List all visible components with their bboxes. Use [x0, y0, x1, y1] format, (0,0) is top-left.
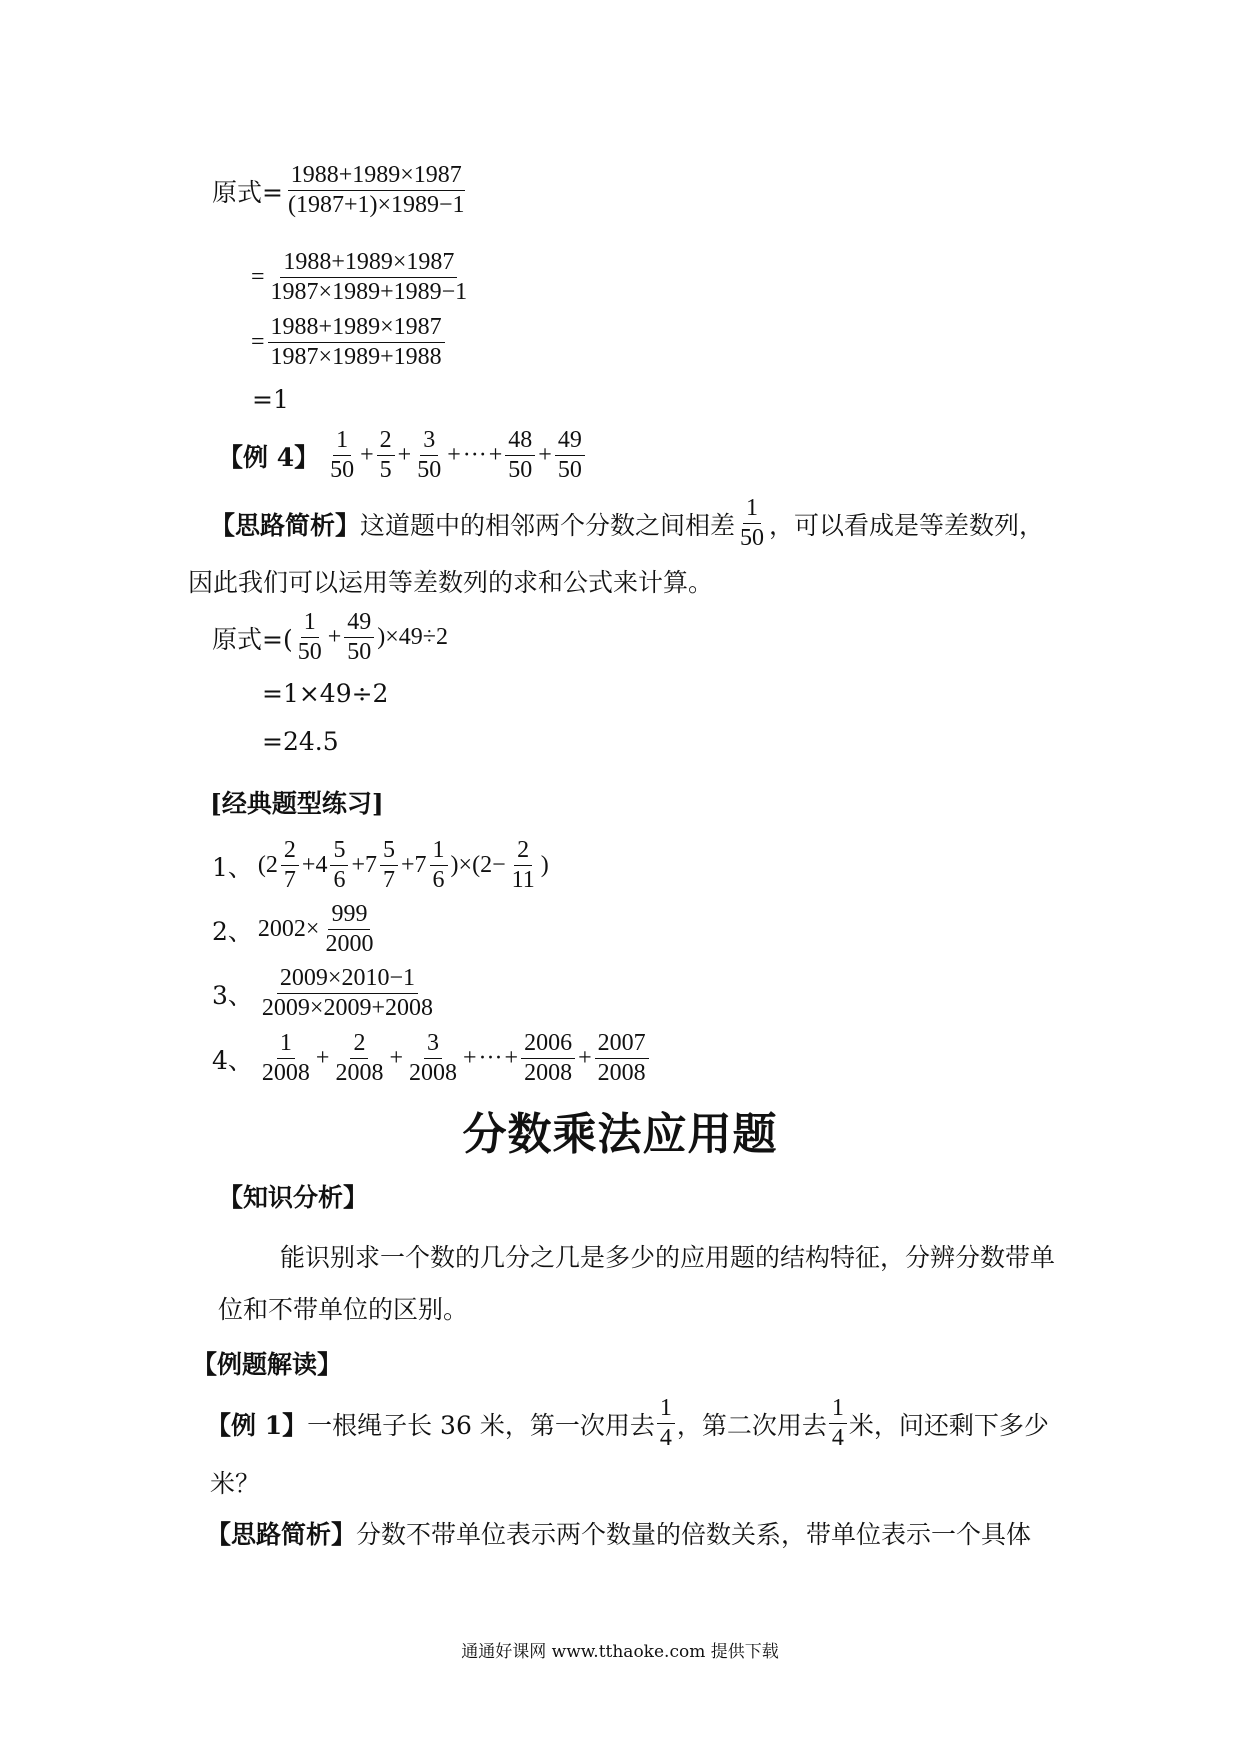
- numerator: 1988+1989×1987: [288, 163, 465, 191]
- question-number: 4、: [212, 1045, 253, 1075]
- numerator: 1988+1989×1987: [280, 250, 457, 278]
- section-title: 分数乘法应用题: [462, 1109, 778, 1160]
- plus-sign: +: [447, 442, 461, 469]
- solution-line-2: [250, 250, 472, 305]
- numerator: 1: [301, 610, 319, 638]
- numerator: 1: [333, 428, 351, 456]
- solution-prefix: 原式=(: [212, 624, 293, 654]
- equals-sign: =: [251, 329, 265, 356]
- plus-sign: +: [397, 442, 412, 469]
- fraction: [414, 428, 444, 483]
- fraction: [268, 315, 445, 370]
- denominator: 2009×2009+2008: [261, 995, 433, 1022]
- practice-heading: [经典题型练习]: [210, 789, 384, 818]
- knowledge-label: 【知识分析】: [218, 1183, 369, 1212]
- example-text: 一根绳子长 36 米，第一次用去: [307, 1410, 655, 1440]
- solution-line-3: [250, 315, 447, 370]
- expression-part: 2002×: [257, 916, 320, 943]
- denominator: 50: [330, 457, 355, 484]
- denominator: 50: [417, 457, 442, 484]
- numerator: 1: [829, 1396, 847, 1424]
- analysis-text: 分数不带单位表示两个数量的倍数关系，带单位表示一个具体: [356, 1520, 1032, 1549]
- numerator: 49: [344, 610, 374, 638]
- fraction: [505, 428, 535, 483]
- practice-question-2: [212, 902, 378, 957]
- plus-sign: +: [315, 1045, 330, 1072]
- example-label: 【例 4】: [218, 442, 320, 472]
- numerator: 3: [424, 1031, 442, 1059]
- solution-line-4: =1: [252, 385, 289, 414]
- numerator: 1988+1989×1987: [268, 315, 445, 343]
- fraction: [406, 1031, 460, 1086]
- examples-label: 【例题解读】: [192, 1350, 343, 1379]
- solution-4-line-1: [212, 610, 449, 665]
- fraction: [322, 902, 376, 957]
- numerator: 49: [555, 428, 585, 456]
- numerator: 2006: [521, 1031, 575, 1059]
- question-number: 1、: [212, 852, 253, 882]
- expression-part: +4: [301, 852, 328, 879]
- denominator: 50: [557, 457, 582, 484]
- numerator: 2007: [595, 1031, 649, 1059]
- plus-sign: +: [504, 1045, 519, 1072]
- denominator: 11: [511, 867, 535, 894]
- numerator: 1: [277, 1031, 295, 1059]
- analysis-text: ，可以看成是等差数列，: [769, 510, 1045, 540]
- example-4: [218, 428, 587, 483]
- denominator: 50: [297, 639, 322, 666]
- denominator: 6: [333, 867, 346, 894]
- fraction: [268, 250, 471, 305]
- analysis-label: 【思路简析】: [206, 1520, 357, 1549]
- denominator: 50: [347, 639, 372, 666]
- fraction: [327, 428, 357, 483]
- expression-part: (2: [257, 852, 278, 879]
- fraction: [595, 1031, 649, 1086]
- numerator: 2: [514, 838, 532, 866]
- plus-sign: +: [389, 1045, 403, 1072]
- expression-suffix: )×49÷2: [377, 624, 448, 651]
- fraction: [377, 428, 395, 483]
- analysis-text: 这道题中的相邻两个分数之间相差: [360, 510, 736, 540]
- numerator: 2: [377, 428, 395, 456]
- numerator: 5: [380, 838, 398, 866]
- fraction: [380, 838, 398, 893]
- numerator: 1: [743, 496, 761, 524]
- fraction: [259, 1031, 313, 1086]
- solution-4-line-3: =24.5: [262, 727, 339, 756]
- solution-prefix: 原式=: [212, 177, 283, 207]
- denominator: 2000: [325, 931, 374, 958]
- fraction: [509, 838, 538, 893]
- analysis-4-line-1: [210, 496, 1044, 551]
- denominator: 6: [432, 867, 445, 894]
- fraction: [521, 1031, 575, 1086]
- numerator: 2: [350, 1031, 368, 1059]
- question-number: 3、: [212, 980, 253, 1010]
- equals-sign: =: [251, 264, 265, 291]
- solution-line-1: [212, 163, 470, 218]
- numerator: 999: [328, 902, 370, 930]
- fraction: [344, 610, 374, 665]
- denominator: 2008: [335, 1060, 384, 1087]
- numerator: 5: [330, 838, 348, 866]
- numerator: 3: [420, 428, 438, 456]
- practice-question-4: [212, 1031, 651, 1086]
- denominator: 50: [508, 457, 533, 484]
- fraction: [295, 610, 325, 665]
- plus-sign: +: [578, 1045, 592, 1072]
- analysis-4-line-2: 因此我们可以运用等差数列的求和公式来计算。: [188, 568, 714, 597]
- expression-part: ): [540, 852, 549, 879]
- denominator: 50: [740, 525, 765, 552]
- numerator: 48: [505, 428, 535, 456]
- numerator: 1: [430, 838, 448, 866]
- page-footer: 通通好课网 www.tthaoke.com 提供下载: [461, 1642, 779, 1662]
- fraction: [829, 1396, 847, 1451]
- denominator: 1987×1989+1988: [270, 344, 442, 371]
- denominator: 4: [831, 1425, 844, 1452]
- denominator: 2008: [524, 1060, 573, 1087]
- practice-question-1: [212, 838, 550, 893]
- example-text: 米，问还剩下多少: [848, 1410, 1049, 1440]
- ellipsis: ···: [462, 442, 487, 469]
- question-number: 2、: [212, 916, 253, 946]
- plus-sign: +: [327, 624, 342, 651]
- solution-4-line-2: =1×49÷2: [262, 679, 389, 708]
- numerator: 1: [657, 1396, 675, 1424]
- ellipsis: ···: [478, 1045, 503, 1072]
- fraction: [259, 966, 436, 1021]
- example-text: ，第二次用去: [676, 1410, 827, 1440]
- example-1-line-1: [206, 1396, 1049, 1451]
- expression-part: +7: [351, 852, 377, 879]
- plus-sign: +: [488, 442, 503, 469]
- denominator: 2008: [261, 1060, 310, 1087]
- practice-question-3: [212, 966, 438, 1021]
- example-label: 【例 1】: [206, 1410, 308, 1440]
- plus-sign: +: [538, 442, 552, 469]
- denominator: 2008: [597, 1060, 646, 1087]
- denominator: 1987×1989+1989−1: [270, 279, 468, 306]
- numerator: 2009×2010−1: [277, 966, 418, 994]
- example-1-line-2: 米？: [210, 1469, 261, 1498]
- expression-part: )×(2−: [450, 852, 506, 879]
- analysis-1-line-1: [206, 1515, 1031, 1551]
- analysis-label: 【思路简析】: [210, 510, 361, 540]
- denominator: 5: [379, 457, 392, 484]
- denominator: 7: [283, 867, 296, 894]
- denominator: 2008: [409, 1060, 457, 1087]
- fraction: [430, 838, 448, 893]
- fraction: [657, 1396, 675, 1451]
- knowledge-line-1: 能识别求一个数的几分之几是多少的应用题的结构特征，分辨分数带单: [280, 1243, 1056, 1272]
- fraction: [332, 1031, 386, 1086]
- plus-sign: +: [463, 1045, 477, 1072]
- fraction: [281, 838, 299, 893]
- denominator: 7: [383, 867, 395, 894]
- fraction: [330, 838, 348, 893]
- numerator: 2: [281, 838, 299, 866]
- denominator: 4: [659, 1425, 672, 1452]
- denominator: (1987+1)×1989−1: [287, 192, 465, 219]
- knowledge-line-2: 位和不带单位的区别。: [218, 1295, 469, 1324]
- fraction: [737, 496, 767, 551]
- expression-part: +7: [401, 852, 427, 879]
- plus-sign: +: [360, 442, 374, 469]
- fraction: [285, 163, 468, 218]
- fraction: [555, 428, 585, 483]
